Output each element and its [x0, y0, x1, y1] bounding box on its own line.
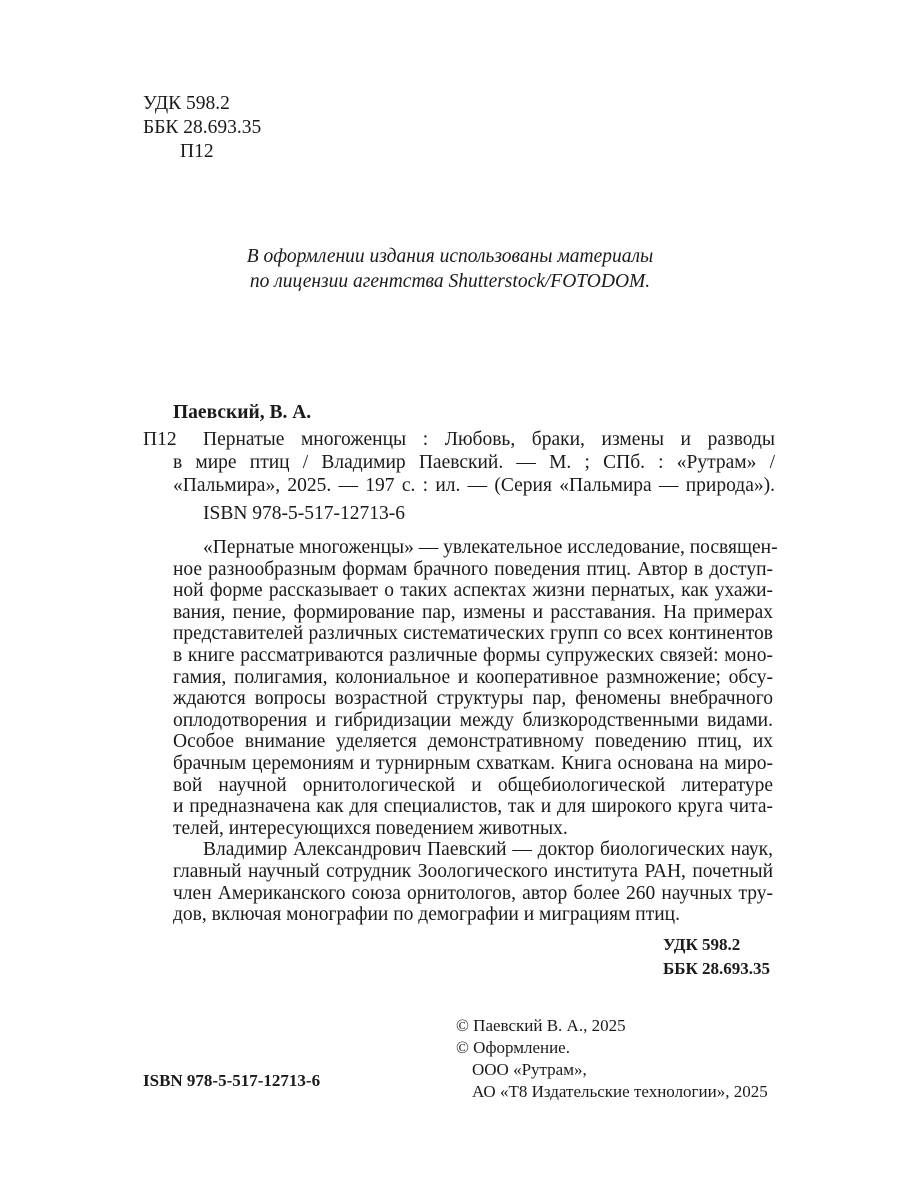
entry-line: Пернатые многоженцы : Любовь, браки, измены и разводы — [203, 429, 775, 450]
annotation-line: ное разнообразным формам брачного поведения птиц. Автор в доступ- — [173, 558, 773, 580]
copyright-line: © Паевский В. А., 2025 — [456, 1016, 626, 1035]
catalog-entry — [173, 451, 775, 497]
license-line: по лицензии агентства Shutterstock/FOTODOM. — [249, 271, 651, 292]
annotation-line: вой научной орнитологической и общебиологической литературе — [173, 774, 773, 796]
entry-line: в мире птиц / Владимир Паевский. — М. ; СПб. : «Рутрам» / — [173, 452, 775, 473]
annotation-line: главный научный сотрудник Зоологического института РАН, почетный — [173, 860, 773, 882]
bbk-code: ББК 28.693.35 — [143, 117, 262, 138]
annotation-line: «Пернатые многоженцы» — увлекательное исследование, посвящен- — [203, 537, 778, 558]
copyright-line: АО «Т8 Издательские технологии», 2025 — [472, 1082, 768, 1101]
footer-isbn: ISBN 978-5-517-12713-6 — [143, 1071, 321, 1090]
annotation-line: оплодотворения и гибридизации между близкородственными видами. — [173, 709, 773, 731]
copyright-line: © Оформление. — [456, 1038, 570, 1057]
copyright-block — [456, 1015, 768, 1103]
annotation-line: и предназначена как для специалистов, так и для широкого круга чита- — [173, 796, 773, 818]
license-note — [0, 244, 900, 294]
annotation — [173, 537, 778, 926]
catalog-author: Паевский, В. А. — [173, 402, 312, 423]
annotation-line: гамия, полигамия, колониальное и кооперативное размножение; обсу- — [173, 666, 773, 688]
annotation-line: представителей различных систематических групп со всех континентов — [173, 623, 773, 645]
annotation-line: в книге рассматриваются различные формы супружеских связей: моно- — [173, 644, 773, 666]
catalog-isbn: ISBN 978-5-517-12713-6 — [203, 503, 406, 524]
catalog-first-row — [143, 428, 775, 451]
footer-codes — [663, 933, 770, 981]
annotation-line: дов, включая монографии по демографии и миграциям птиц. — [173, 904, 680, 926]
license-line: В оформлении издания использованы материалы — [246, 246, 654, 267]
annotation-line: брачным церемониям и турнирным схваткам. Книга основана на миро- — [173, 752, 773, 774]
annotation-line: ной форме рассказывает о таких аспектах жизни пернатых, как ухажи- — [173, 580, 773, 602]
udk-code: УДК 598.2 — [143, 93, 230, 114]
catalog-cipher: П12 — [143, 429, 177, 450]
udk-code: УДК 598.2 — [663, 935, 741, 954]
annotation-line: член Американского союза орнитологов, автор более 260 научных тру- — [173, 882, 773, 904]
classification-codes — [143, 92, 261, 164]
annotation-line: Особое внимание уделяется демонстративному поведению птиц, их — [173, 731, 773, 753]
annotation-line: вания, пение, формирование пар, измены и расставания. На примерах — [173, 601, 773, 623]
annotation-line: ждаются вопросы возрастной структуры пар, феномены внебрачного — [173, 688, 773, 710]
entry-line: «Пальмира», 2025. — 197 с. : ил. — (Серия «Пальмира — природа»). — [173, 475, 775, 496]
annotation-line: Владимир Александрович Паевский — доктор биологических наук, — [203, 839, 773, 861]
bbk-code: ББК 28.693.35 — [663, 959, 771, 978]
author-cipher: П12 — [180, 141, 214, 162]
copyright-line: ООО «Рутрам», — [472, 1060, 587, 1079]
annotation-line: телей, интересующихся поведением животных. — [173, 817, 568, 839]
